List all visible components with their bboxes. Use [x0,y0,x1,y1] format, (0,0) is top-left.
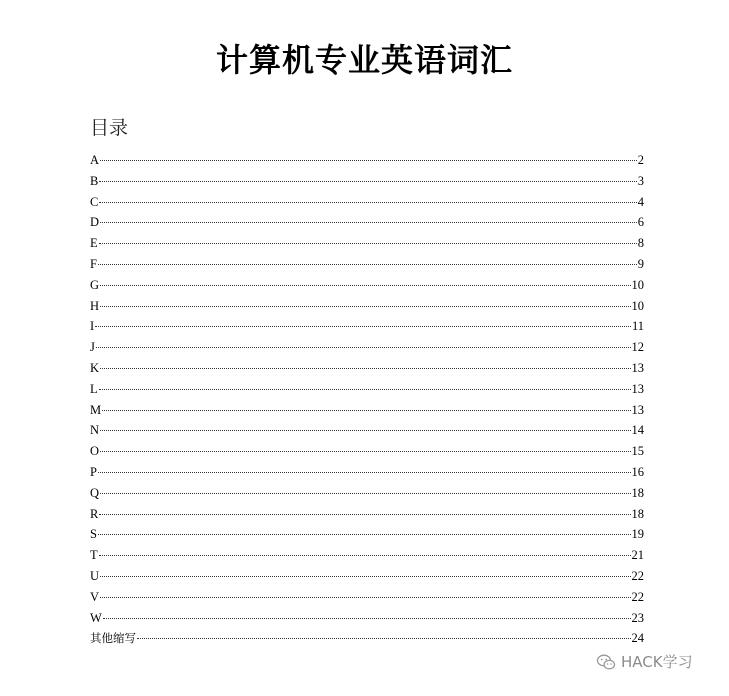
toc-heading: 目录 [90,117,129,139]
toc-entry[interactable] [90,358,644,379]
toc-dot-leader [100,430,630,431]
table-of-contents [90,150,644,649]
toc-entry[interactable] [90,254,644,275]
toc-entry-label: B [90,173,99,188]
toc-entry[interactable] [90,587,644,608]
toc-entry-page-number: 16 [631,464,644,479]
toc-entry[interactable] [90,233,644,254]
toc-entry[interactable] [90,379,644,400]
toc-entry[interactable] [90,337,644,358]
toc-entry[interactable] [90,524,644,545]
watermark [596,651,693,672]
toc-dot-leader [100,451,630,452]
toc-entry-label: J [90,340,95,355]
toc-entry-label: Q [90,485,100,500]
toc-dot-leader [99,181,636,182]
toc-entry[interactable] [90,212,644,233]
toc-entry-page-number: 18 [631,485,644,500]
toc-entry[interactable] [90,192,644,213]
toc-entry-page-number: 13 [631,402,644,417]
toc-entry-label: O [90,444,100,459]
toc-entry-page-number: 15 [631,444,644,459]
toc-entry[interactable] [90,462,644,483]
toc-entry-page-number: 14 [631,423,644,438]
toc-entry-label: P [90,464,97,479]
toc-dot-leader [137,638,631,639]
toc-dot-leader [100,285,630,286]
toc-dot-leader [99,243,637,244]
toc-entry-label: H [90,298,100,313]
toc-entry-page-number: 21 [631,548,644,563]
toc-entry-page-number: 24 [631,631,644,646]
toc-entry-page-number: 22 [631,589,644,604]
toc-dot-leader [102,410,630,411]
toc-entry[interactable] [90,296,644,317]
toc-dot-leader [100,368,630,369]
toc-entry[interactable] [90,420,644,441]
toc-dot-leader [99,202,636,203]
toc-entry[interactable] [90,150,644,171]
toc-dot-leader [100,597,630,598]
wechat-icon [596,653,616,671]
toc-entry-label: R [90,506,99,521]
toc-dot-leader [98,264,637,265]
toc-entry[interactable] [90,483,644,504]
toc-dot-leader [100,222,637,223]
toc-entry-label: N [90,423,100,438]
toc-entry[interactable] [90,400,644,421]
toc-entry-label: E [90,236,98,251]
toc-entry[interactable] [90,316,644,337]
toc-entry-label: A [90,153,100,167]
page-title: 计算机专业英语词汇 [215,41,513,79]
toc-entry-page-number: 13 [631,360,644,375]
toc-dot-leader [98,472,631,473]
toc-entry-label: 其他缩写 [90,631,136,646]
toc-dot-leader [100,160,637,161]
toc-dot-leader [100,576,630,577]
toc-entry-page-number: 22 [631,568,644,583]
toc-entry[interactable] [90,545,644,566]
toc-entry[interactable] [90,441,644,462]
toc-entry-page-number: 23 [631,610,644,625]
watermark-text: HACK学习 [621,653,693,671]
toc-entry-page-number: 11 [631,319,644,334]
toc-entry-label: F [90,256,97,271]
toc-dot-leader [99,389,631,390]
toc-entry-page-number: 2 [637,153,644,167]
toc-entry[interactable] [90,275,644,296]
toc-entry-label: C [90,194,99,209]
toc-entry-page-number: 6 [637,215,644,230]
toc-entry-label: G [90,277,100,292]
toc-entry-label: L [90,381,98,396]
toc-entry-label: S [90,527,97,542]
toc-entry-label: V [90,589,100,604]
toc-entry-label: T [90,548,98,563]
toc-entry-page-number: 12 [631,340,644,355]
toc-entry-page-number: 13 [631,381,644,396]
toc-entry-page-number: 10 [631,277,644,292]
toc-dot-leader [95,326,631,327]
toc-entry-page-number: 10 [631,298,644,313]
toc-dot-leader [103,618,631,619]
toc-entry-page-number: 18 [631,506,644,521]
toc-entry-label: K [90,360,100,375]
toc-entry-page-number: 9 [637,256,644,271]
toc-dot-leader [99,555,631,556]
toc-entry[interactable] [90,628,644,649]
toc-dot-leader [96,347,631,348]
toc-dot-leader [100,493,630,494]
toc-entry[interactable] [90,171,644,192]
toc-entry[interactable] [90,608,644,629]
toc-entry-label: D [90,215,100,230]
toc-dot-leader [98,534,631,535]
toc-entry[interactable] [90,504,644,525]
toc-dot-leader [100,306,630,307]
toc-entry-page-number: 19 [631,527,644,542]
toc-entry-label: W [90,610,102,625]
toc-entry-page-number: 8 [637,236,644,251]
toc-entry-label: M [90,402,102,417]
toc-entry-page-number: 4 [637,194,644,209]
toc-entry-label: I [90,319,95,334]
toc-entry-label: U [90,568,100,583]
toc-dot-leader [99,514,630,515]
toc-entry-page-number: 3 [637,173,644,188]
toc-entry[interactable] [90,566,644,587]
